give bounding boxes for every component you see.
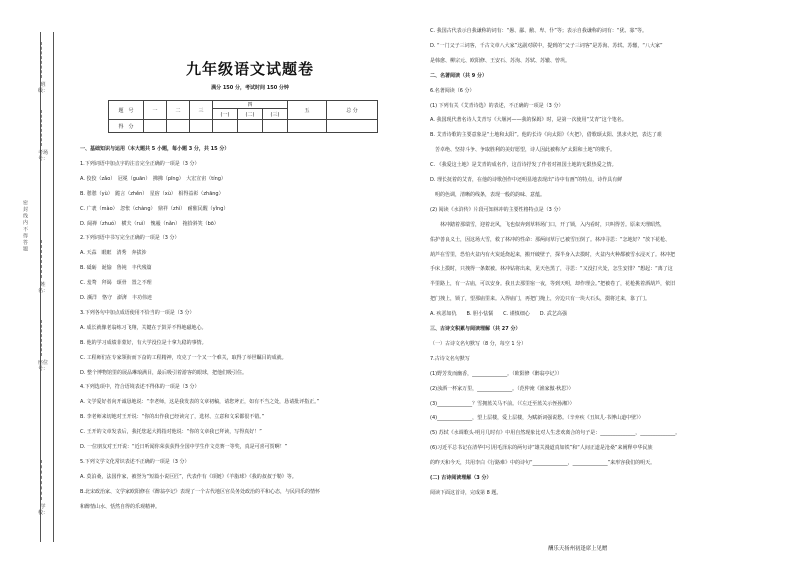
right-question-line: (1) 下列有关《艾青诗选》的表述，不正确的一项是（3 分） bbox=[430, 102, 564, 109]
left-question-line: D. 濒洋 恪守 澎湃 丰功伟迹 bbox=[80, 295, 153, 301]
seal-text: 密 封 线 内 不 得 答 题 bbox=[22, 200, 28, 252]
score-cell[interactable] bbox=[144, 120, 167, 133]
left-question-line: 5.下列文学文化常识表述不正确的一项是（3 分） bbox=[80, 458, 190, 465]
left-question-line: D. 整个博物馆里的展品琳琅满目，最后吸引着游客的眼球，把他们吸引住。 bbox=[80, 369, 248, 376]
score-header-1: 一 bbox=[144, 101, 167, 120]
right-question-line: 半里路上，有一古庙，可以安身。我且去那里宿一夜，等到天明，却作理会。”把被卷了，花枪挑着酒葫芦，依旧 bbox=[430, 281, 676, 288]
score-row-label: 得 分 bbox=[109, 120, 144, 133]
school-line[interactable] bbox=[41, 460, 43, 500]
right-question-line: 把门拽上，锁了，望那庙里来。入得庙门，再把门掩上，旁边只有一块大石头，掇将过来，靠了门。 bbox=[430, 296, 651, 303]
left-question-line: D. 一位朋友对王开说：“近日听闻你荣获获得全国中学生作文竞赛一等奖，真是可喜可贺啊！” bbox=[80, 444, 288, 450]
right-question-line: 6.名著阅读（6 分） bbox=[430, 87, 475, 94]
right-question-line: D. “一门父子三词客，千古文章八大家”这副对联中，提到的“父子三词客”是苏洵、苏轼、苏辙，“八大家” bbox=[430, 42, 663, 49]
right-question-line: (2) 阅读《水浒传》片段可知林冲的主要性格特点是（3 分） bbox=[430, 206, 564, 213]
right-question-line: 三、古诗文积累与阅读理解（共 27 分） bbox=[430, 326, 521, 332]
score-cell[interactable] bbox=[288, 120, 327, 133]
left-question-line: B.北宋政治家、文学家欧阳修在《醉翁亭记》表现了一个古代地区官员务处政治的平和心态，与民同乐的情怀 bbox=[80, 488, 321, 495]
right-question-line: 阅读下面这首诗，完成第 8 题。 bbox=[430, 489, 502, 496]
right-question-line: 手床上摸时，只拽得一条絮被。林冲钻将出来，见天色黑了，寻思：“又没打火处，怎生安排？”想起：“离了这 bbox=[430, 266, 673, 273]
left-question-line: 和醉情山水、恬然自得的乐观精神。 bbox=[80, 503, 161, 510]
left-question-line: A. 狡狡（zǎo） 冠冕（guān） 拂拂（pīng） 大宏宣宙（tíng） bbox=[80, 175, 226, 182]
left-question-line: A. 文学爱好者向开诚恳地说：“李老师，这是我发表的文章初稿，请您斧正，如有不当之处，恳请批评指正。” bbox=[80, 399, 320, 406]
right-question-line: 明的色调，清晰的线条，表现一般的韵味、意蕴。 bbox=[430, 191, 546, 198]
right-question-line: 二、名著阅读（共 9 分） bbox=[430, 72, 487, 79]
right-question-line: 苦卓绝、坚持斗争、争取胜利的美好愿望，诗人因此被称为“太阳和土地”的歌手。 bbox=[430, 147, 616, 154]
right-question-line: 是韩愈、柳宗元、欧阳修、王安石、苏洵、苏轼、苏辙、曾巩。 bbox=[430, 57, 571, 64]
right-question-line: A. 我国现代著名诗人艾青写《大堰河——我的保姆》时，是第一次使用“艾青”这个笔名。 bbox=[430, 117, 627, 124]
right-question-line: 葫芦在雪里，恐怕火盆内有火炭延烧起来，搬开破壁子，探半身入去摸时，火盆内火种都被雪水浸灭了。林冲把 bbox=[430, 251, 676, 258]
exam-info: 满分 150 分，考试时间 150 分钟 bbox=[211, 85, 289, 91]
right-question-line: 佑护善良义士，因这场大雪，救了林冲的性命：那两间草厅已被雪压倒了。林冲寻思：“怎地好？”放下花枪、 bbox=[430, 236, 671, 243]
score-header-qno: 题 号 bbox=[109, 101, 144, 120]
class-label: 班级： bbox=[37, 82, 48, 94]
score-cell[interactable] bbox=[213, 120, 238, 133]
left-question-line: C. 王开的文章发表后，我托您起大拇指对他说：“你的文章我已拜读，写得真好！” bbox=[80, 429, 262, 436]
left-question-line: A. 成长就像老翁练习飞翔，关键在于鼓弄不得地磁地心。 bbox=[80, 324, 207, 331]
poem-title: 酬乐天扬州初逢席上见赠 bbox=[548, 546, 608, 552]
score-cell[interactable] bbox=[238, 120, 263, 133]
left-column bbox=[80, 18, 420, 548]
binding-strip bbox=[0, 0, 60, 562]
left-question-line: 2.下列词语中书写完全正确的一项是（3 分） bbox=[80, 235, 180, 242]
left-question-line: 1.下列词语中加点字的注音完全正确的一项是（3 分） bbox=[80, 160, 200, 167]
left-question-line: A. 莫泊桑，法国作家，被誉为“短篇小说巨匠”，代表作有《项链》《羊脂球》《我的叔叔于勒》等。 bbox=[80, 473, 297, 480]
right-question-line: C. 我国古代表示自我谦称的词有：“愚、鄙、敝、卑、仆”等；表示自我谦称的词有：“犹、寡”等。 bbox=[430, 28, 648, 34]
score-cell[interactable] bbox=[263, 120, 288, 133]
school-label: 学校： bbox=[37, 504, 48, 516]
right-question-line: 林冲踏着那瑞雪，迎着北风，飞也似奔到草料场门口，开了锁，入内看时，只叫得苦。原来天理昭然， bbox=[430, 221, 666, 228]
score-table bbox=[108, 100, 378, 133]
right-question-line: 的昨天和今天，共用李白《行路难》中的诗句“______________，______________”来形容我们的明天。 bbox=[430, 460, 656, 467]
left-question-line: C. 工程师们在专家领衔而下奋的工程精神，攻克了一个又一个难关，取得了举世瞩目的成就。 bbox=[80, 354, 287, 361]
score-sub-1: (一) bbox=[213, 109, 238, 120]
left-question-line: 3.下列各句中加点成语使用不恰当的一项是（3 分） bbox=[80, 309, 195, 316]
right-question-line: 7.古诗文名句默写 bbox=[430, 355, 470, 362]
score-sub-3: (三) bbox=[263, 109, 288, 120]
name-line[interactable] bbox=[41, 240, 43, 278]
right-question-line: A. 疾恶如仇 B. 胆小怯懦 C. 谨慎细心 D. 武艺高强 bbox=[430, 311, 567, 318]
score-header-total: 总 分 bbox=[327, 101, 378, 120]
right-question-line: (6)习近平总书记在清华中引用毛泽东的两句诗“雄关漫道真如铁”和“人间正道是沧桑”来阐释中华民族 bbox=[430, 445, 653, 452]
left-question-line: 4.下列选项中，符合语境表述不得体的一项是（3 分） bbox=[80, 384, 200, 391]
score-cell[interactable] bbox=[167, 120, 190, 133]
right-question-line: (二) 古诗阅读理解（3 分） bbox=[430, 475, 492, 481]
left-question-line: D. 阔禅（zhuó） 横夫（ruì） 愧赧（nǎn） 拖拾斜笑（bō） bbox=[80, 220, 219, 227]
name-label: 姓名： bbox=[37, 282, 48, 294]
right-question-line: (2)浊酒一杯家万里，______________。（范仲淹《渔家傲·秋思》） bbox=[430, 385, 574, 392]
exam-no-label: 考场号： bbox=[37, 150, 48, 162]
score-header-3: 三 bbox=[190, 101, 213, 120]
right-question-line: (5) 苏轼《水调歌头·明月几时有》中用自然现象比对人生悲欢离合的句子是：______________，______________。 bbox=[430, 430, 681, 437]
left-question-line: C. 广袤（mào） 忽怅（chàng） 鼎祥（zhì） 耐催民醒（yǐng） bbox=[80, 205, 229, 212]
right-question-line: （一）古诗文名句默写（8 分，每空 1 分） bbox=[430, 340, 527, 347]
left-question-line: B. 李老师来切地对王开说：“你的出作我已经读完了，选材、立意和文采都很不错。” bbox=[80, 414, 265, 421]
page-title: 九年级语文试题卷 bbox=[185, 60, 314, 78]
score-header-4: 四 bbox=[213, 101, 288, 109]
seat-line[interactable] bbox=[41, 320, 43, 356]
left-question-line: A. 天蒜 眼眶 清秀 奔拔涉 bbox=[80, 250, 152, 257]
left-question-line: 一、基础知识与运用（本大题共 5 小题，每小题 3 分，共 15 分） bbox=[80, 146, 230, 152]
right-question-line: C. 《我爱这土地》是艾青的成名作，这首诗抒发了作者对祖国土地的无限热爱之情。 bbox=[430, 162, 617, 169]
seat-label: 座位号： bbox=[37, 360, 48, 372]
right-question-line: (4)______________，望上层楼，爱上层楼，为赋新词强说愁。（辛弃疾《丑奴儿·书博山道中壁》） bbox=[430, 415, 644, 422]
right-column bbox=[430, 18, 780, 552]
right-question-line: B. 艾青诗歌的主要意象是“土地和太阳”。他的长诗《向太阳》《火把》，借歌颂太阳、黑求火把，表达了艰 bbox=[430, 132, 662, 139]
left-question-line: C. 羞骛 拜谒 颂骨 置之不理 bbox=[80, 280, 152, 287]
right-question-line: (3)______________？雪拥蓝关马不前。（《左迁至蓝关示侄孙湘》） bbox=[430, 400, 575, 407]
right-question-line: (1)野芳发而幽香，______________。（欧阳修《醉翁亭记》） bbox=[430, 370, 563, 377]
score-cell[interactable] bbox=[190, 120, 213, 133]
right-question-line: D. 理长抚着的艾青，在他的诗歌创作中还明显地表现出“诗中有画”的特点，诗作具有鲜 bbox=[430, 177, 623, 183]
left-question-line: B. 憩憩（yù） 跪言（zhěn） 星宿（xù） 相得益彰（zhāng） bbox=[80, 190, 224, 197]
left-question-line: B. 砥砺 诞愉 鲁钝 丰代残篇 bbox=[80, 265, 152, 272]
class-line[interactable] bbox=[41, 42, 43, 78]
score-cell[interactable] bbox=[327, 120, 378, 133]
score-sub-2: (二) bbox=[238, 109, 263, 120]
exam-no-line[interactable] bbox=[41, 110, 43, 146]
left-question-line: B. 他的学习成绩菲蒙好，有大学没位是十拿九稳的事情。 bbox=[80, 339, 207, 346]
score-header-2: 二 bbox=[167, 101, 190, 120]
score-header-5: 五 bbox=[288, 101, 327, 120]
